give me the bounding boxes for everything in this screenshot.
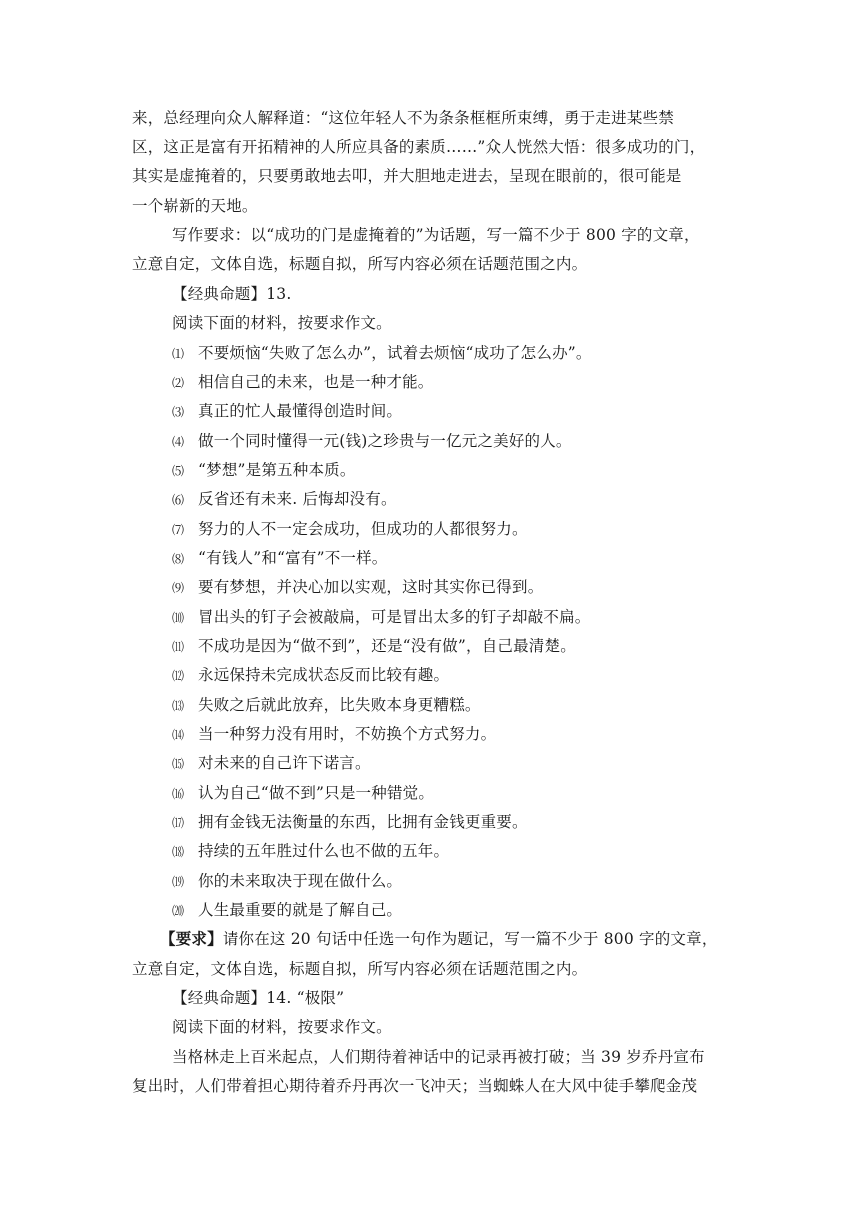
- list-item: [172, 841, 449, 862]
- item-text: 拥有金钱无法衡量的东西，比拥有金钱更重要。: [198, 813, 528, 831]
- task14-heading: 【经典命题】14. “极限”: [172, 989, 345, 1007]
- list-item: [172, 812, 528, 833]
- item-text: 要有梦想，并决心加以实观，这时其实你已得到。: [198, 578, 544, 596]
- list-item: [172, 343, 592, 364]
- item-text: “有钱人”和“富有”不一样。: [198, 549, 388, 567]
- list-item: [172, 753, 371, 774]
- item-number: ⑾: [172, 640, 185, 654]
- list-item: [172, 519, 528, 540]
- list-item: [172, 431, 572, 452]
- task14-line-1: 当格林走上百米起点，人们期待着神话中的记录再被打破；当 39 岁乔丹宣布: [172, 1048, 705, 1066]
- item-number: ⒃: [172, 787, 185, 801]
- item-number: ⑷: [172, 435, 185, 449]
- intro-line-4: 一个崭新的天地。: [132, 197, 258, 215]
- item-text: 对未来的自己许下诺言。: [198, 754, 371, 772]
- list-item: [172, 372, 434, 393]
- item-number: ⒄: [172, 816, 185, 830]
- item-text: 人生最重要的就是了解自己。: [198, 901, 403, 919]
- requirement-label: 【要求】: [160, 929, 223, 948]
- task13-req-line-1: [160, 929, 718, 949]
- item-number: ⑶: [172, 405, 185, 419]
- task14-line-2: 复出时，人们带着担心期待着乔丹再次一飞冲天；当蜘蛛人在大风中徒手攀爬金茂: [132, 1077, 698, 1095]
- item-text: 做一个同时懂得一元(钱)之珍贵与一亿元之美好的人。: [198, 432, 572, 450]
- item-text: 持续的五年胜过什么也不做的五年。: [198, 842, 450, 860]
- item-number: ⑻: [172, 552, 185, 566]
- task12-req-line-2: 立意自定，文体自选，标题自拟，所写内容必须在话题范围之内。: [132, 255, 588, 273]
- intro-line-2: 区，这正是富有开拓精神的人所应具备的素质……”众人恍然大悟：很多成功的门，: [132, 138, 706, 156]
- list-item: [172, 900, 402, 921]
- item-number: ⒂: [172, 757, 185, 771]
- list-item: [172, 724, 496, 745]
- list-item: [172, 871, 402, 892]
- item-text: 认为自己“做不到”只是一种错觉。: [198, 784, 435, 802]
- task13-heading: 【经典命题】13.: [172, 285, 292, 303]
- item-text: 反省还有未来. 后悔却没有。: [198, 490, 397, 508]
- item-text: 失败之后就此放弃，比失败本身更糟糕。: [198, 696, 481, 714]
- item-number: ⒁: [172, 728, 185, 742]
- list-item: [172, 636, 576, 657]
- task13-req-line-2: 立意自定，文体自选，标题自拟，所写内容必须在话题范围之内。: [132, 960, 588, 978]
- item-number: ⒇: [172, 904, 185, 918]
- intro-line-3: 其实是虚掩着的，只要勇敢地去叩，并大胆地走进去，呈现在眼前的，很可能是: [132, 167, 682, 185]
- list-item: [172, 401, 402, 422]
- item-number: ⑿: [172, 669, 185, 683]
- item-number: ⑵: [172, 376, 185, 390]
- task13-instruction: 阅读下面的材料，按要求作文。: [172, 314, 392, 332]
- intro-line-1: 来，总经理向众人解释道：“这位年轻人不为条条框框所束缚，勇于走进某些禁: [132, 109, 674, 127]
- item-text: “梦想”是第五种本质。: [198, 461, 356, 479]
- item-text: 努力的人不一定会成功，但成功的人都很努力。: [198, 520, 528, 538]
- list-item: [172, 489, 397, 510]
- item-text: 冒出头的钉子会被敲扁，可是冒出太多的钉子却敲不扁。: [198, 608, 591, 626]
- item-text: 你的未来取决于现在做什么。: [198, 872, 403, 890]
- item-number: ⑴: [172, 347, 185, 361]
- list-item: [172, 607, 591, 628]
- item-number: ⒅: [172, 845, 185, 859]
- task14-instruction: 阅读下面的材料，按要求作文。: [172, 1018, 392, 1036]
- list-item: [172, 460, 356, 481]
- item-number: ⑸: [172, 464, 185, 478]
- item-number: ⑹: [172, 493, 185, 507]
- list-item: [172, 783, 434, 804]
- item-text: 当一种努力没有用时，不妨换个方式努力。: [198, 725, 497, 743]
- item-text: 永远保持未完成状态反而比较有趣。: [198, 666, 450, 684]
- list-item: [172, 695, 481, 716]
- task12-req-line-1: 写作要求：以“成功的门是虚掩着的”为话题，写一篇不少于 800 字的文章，: [172, 226, 700, 244]
- list-item: [172, 548, 388, 569]
- item-number: ⑼: [172, 581, 185, 595]
- item-text: 不要烦恼“失败了怎么办”，试着去烦恼“成功了怎么办”。: [198, 344, 592, 362]
- item-number: ⑺: [172, 523, 185, 537]
- item-text: 相信自己的未来，也是一种才能。: [198, 373, 434, 391]
- item-number: ⒀: [172, 699, 185, 713]
- item-text: 真正的忙人最懂得创造时间。: [198, 402, 403, 420]
- list-item: [172, 577, 543, 598]
- requirement-text: 请你在这 20 句话中任选一句作为题记，写一篇不少于 800 字的文章，: [222, 930, 718, 948]
- item-number: ⑽: [172, 611, 185, 625]
- item-number: ⒆: [172, 875, 185, 889]
- list-item: [172, 665, 449, 686]
- item-text: 不成功是因为“做不到”，还是“没有做”，自己最清楚。: [198, 637, 576, 655]
